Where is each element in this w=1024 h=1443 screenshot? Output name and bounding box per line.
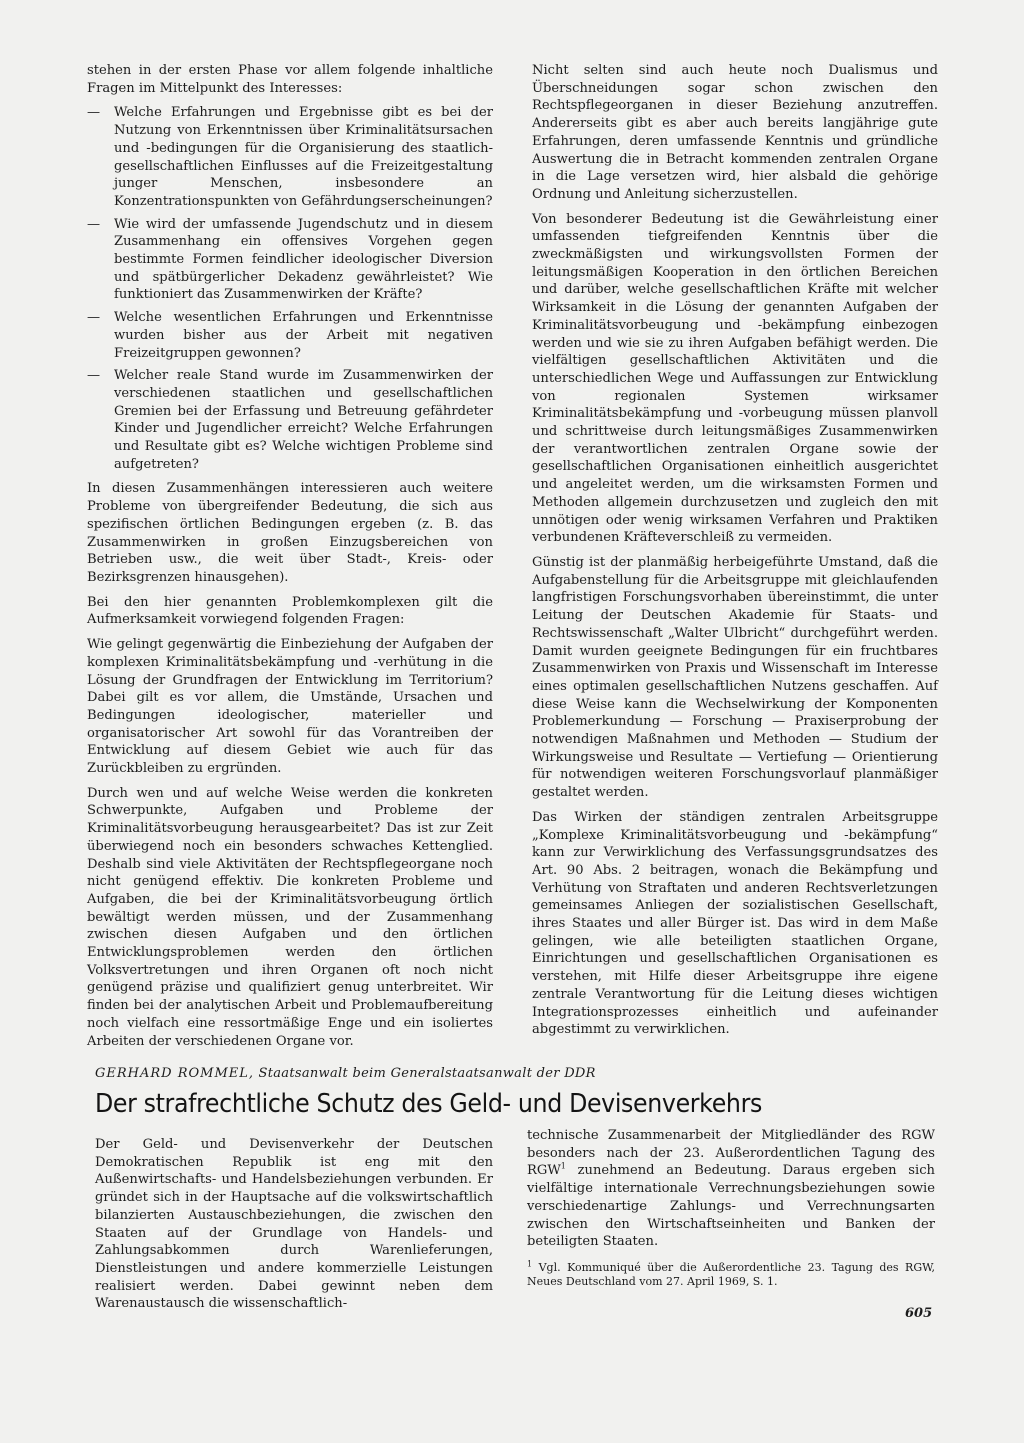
body-paragraph: Bei den hier genannten Problemkomplexen gilt die Aufmerksamkeit vorwiegend folgenden Fragen: xyxy=(87,594,493,628)
list-item xyxy=(87,216,493,305)
body-paragraph: Durch wen und auf welche Weise werden die konkreten Schwerpunkte, Aufgaben und Probleme der Kriminalitätsvorbeugung herausgearbeitet? Das ist zur Zeit überwiegend noch ein besonders schwaches Kettenglied. Deshalb sind viele Aktivitäten der Rechtspflegeorgane noch nicht genügend effektiv. Die konkreten Probleme und Aufgaben, die bei der Kriminalitätsvorbeugung örtlich bewältigt werden müssen, und der Zusammenhang zwischen diesen Aufgaben und den örtlichen Entwicklungsproblemen werden den örtlichen Volksvertretungen und ihren Organen oft noch nicht genügend präzise und qualifiziert genug unterbreitet. Wir finden bei der analytischen Arbeit und Problemaufbereitung noch vielfach eine ressortmäßige Enge und ein isoliertes Arbeiten der verschiedenen Organe vor. xyxy=(87,785,493,1049)
bullet-dash: — xyxy=(87,310,101,326)
bullet-dash: — xyxy=(87,105,101,121)
page-number: 605 xyxy=(905,1306,933,1321)
intro-paragraph: stehen in der ersten Phase vor allem folgende inhaltliche Fragen im Mittelpunkt des Interesses: xyxy=(87,63,493,96)
bullet-dash: — xyxy=(87,216,101,232)
list-item xyxy=(87,104,493,210)
list-item-text: Welche wesentlichen Erfahrungen und Erkenntnisse wurden bisher aus der Arbeit mit negativen Freizeitgruppen gewonnen? xyxy=(114,310,493,361)
body-paragraph: Von besonderer Bedeutung ist die Gewährleistung einer umfassenden tiefgreifenden Kenntnis über die zweckmäßigsten und wirkungsvollsten Formen der leitungsmäßigen Kooperation in den örtlichen Bereichen und darüber, welche gesellschaftlichen Kräfte mit welcher Wirksamkeit in die Lösung der genannten Aufgaben der Kriminalitätsvorbeugung und -bekämpfung einbezogen werden und wie sie zu ihren Aufgaben befähigt werden. Die vielfältigen gesellschaftlichen Aktivitäten und die unterschiedlichen Wege und Auffassungen zur Entwicklung von regionalen Systemen wirksamer Kriminalitätsbekämpfung und -vorbeugung müssen planvoll und schrittweise durch leitungsmäßiges Zusammenwirken der verantwortlichen zentralen Organe sowie der gesellschaftlichen Organisationen einheitlich ausgerichtet und angeleitet werden, um die wirksamsten Formen und Methoden allgemein durchzusetzen und zugleich den mit unnötigen oder wenig wirksamen Verfahren und Praktiken verbundenen Kräfteverschleiß zu vermeiden. xyxy=(532,211,938,546)
body-paragraph: Das Wirken der ständigen zentralen Arbeitsgruppe „Komplexe Kriminalitätsvorbeugung und -bekämpfung“ kann zur Verwirklichung des Verfassungsgrundsatzes des Art. 90 Abs. 2 beitragen, wonach die Bekämpfung und Verhütung von Straftaten und anderen Rechtsverletzungen gemeinsames Anliegen der sozialistischen Gesellschaft, ihres Staates und aller Bürger ist. Das wird in dem Maße gelingen, wie alle beteiligten staatlichen Organe, Einrichtungen und gesellschaftlichen Organisationen es verstehen, mit Hilfe dieser Arbeitsgruppe ihre eigene zentrale Verantwortung für die Leitung dieses wichtigen Integrationsprozesses einheitlich und aufeinander abgestimmt zu verwirklichen. xyxy=(532,809,938,1038)
list-item-text: Wie wird der umfassende Jugendschutz und in diesem Zusammenhang ein offensives Vorgehen gegen bestimmte Formen feindlicher ideologischer Diversion und spätbürgerlicher Dekadenz gewährleistet? Wie funktioniert das Zusammenwirken der Kräfte? xyxy=(114,216,493,303)
top-left-column xyxy=(87,62,493,1057)
footnote-text: Vgl. Kommuniqué über die Außerordentliche 23. Tagung des RGW, Neues Deutschland vom 27. April 1969, S. 1. xyxy=(527,1260,935,1288)
body-paragraph: Der Geld- und Devisenverkehr der Deutschen Demokratischen Republik ist eng mit den Außenwirtschafts- und Handelsbeziehungen verbunden. Er gründet sich in der Hauptsache auf die volkswirtschaftlich bilanzierten Austauschbeziehungen, die zwischen den Staaten auf der Grundlage von Handels- und Zahlungsabkommen durch Warenlieferungen, Dienstleistungen und andere kommerzielle Leistungen realisiert werden. Dabei gewinnt neben dem Warenaustausch die wissenschaftlich- xyxy=(95,1137,493,1312)
list-item-text: Welcher reale Stand wurde im Zusammenwirken der verschiedenen staatlichen und gesellschaftlichen Gremien bei der Erfassung und Betreuung gefährdeter Kinder und Jugendlicher erreicht? Welche Erfahrungen und Resultate gibt es? Welche wichtigen Probleme sind aufgetreten? xyxy=(114,368,493,472)
body-paragraph: Günstig ist der planmäßig herbeigeführte Umstand, daß die Aufgabenstellung für die Arbeitsgruppe mit gleichlaufenden langfristigen Forschungsvorhaben übereinstimmt, die unter Leitung der Deutschen Akademie für Staats- und Rechtswissenschaft „Walter Ulbricht“ durchgeführt werden. Damit wurden geeignete Bedingungen für ein fruchtbares Zusammenwirken von Praxis und Wissenschaft im Interesse eines optimalen gesellschaftlichen Nutzens geschaffen. Auf diese Weise kann die Wechselwirkung der Komponenten Problemerkundung — Forschung — Praxiserprobung der notwendigen Maßnahmen und Methoden — Studium der Wirkungsweise und Resultate — Vertiefung — Orientierung für notwendigen weiteren Forschungsvorlauf planmäßiger gestaltet werden. xyxy=(532,554,938,801)
paragraph-text-end: zunehmend an Bedeutung. Daraus ergeben sich vielfältige internationale Verrechnungsbeziehungen sowie verschiedenartige Zahlungs- und Verrechnungsarten zwischen den Wirtschaftseinheiten und Banken der beteiligten Staaten. xyxy=(527,1163,935,1250)
author-role: Staatsanwalt beim Generalstaatsanwalt der DDR xyxy=(258,1066,596,1081)
list-item-text: Welche Erfahrungen und Ergebnisse gibt es bei der Nutzung von Erkenntnissen über Kriminalitätsursachen und -bedingungen für die Organisierung des staatlich-gesellschaftlichen Einflusses auf die Freizeitgestaltung junger Menschen, insbesondere an Konzentrationspunkten von Gefährdungserscheinungen? xyxy=(114,105,493,209)
list-item xyxy=(87,309,493,362)
footnote-reference: 1 xyxy=(560,1162,566,1172)
paragraph-text-start: technische Zusammenarbeit der Mitgliedländer des RGW besonders nach der 23. Außerordentlichen Tagung des RGW xyxy=(527,1128,935,1179)
footnote-number: 1 xyxy=(527,1259,533,1269)
article-byline xyxy=(95,1066,915,1081)
body-paragraph: Wie gelingt gegenwärtig die Einbeziehung der Aufgaben der komplexen Kriminalitätsbekämpfung und -verhütung in die Lösung der Grundfragen der Entwicklung im Territorium? Dabei gilt es vor allem, die Umstände, Ursachen und Bedingungen ideologischer, materieller und organisatorischer Art sowohl für das Vorantreiben der Entwicklung auf diesem Gebiet wie auch für das Zurückbleiben zu ergründen. xyxy=(87,637,493,777)
top-right-column xyxy=(532,62,938,1046)
bottom-right-column xyxy=(527,1127,935,1289)
question-list xyxy=(87,104,493,473)
body-paragraph: In diesen Zusammenhängen interessieren auch weitere Probleme von übergreifender Bedeutung, die sich aus spezifischen örtlichen Bedingungen ergeben (z. B. das Zusammenwirken in großen Einzugsbereichen von Betrieben usw., die weit über Stadt-, Kreis- oder Bezirksgrenzen hinausgehen). xyxy=(87,481,493,585)
bottom-left-column xyxy=(95,1136,493,1320)
article-headline: Der strafrechtliche Schutz des Geld- und Devisenverkehrs xyxy=(95,1089,762,1119)
author-name: GERHARD ROMMEL, xyxy=(95,1066,255,1081)
bullet-dash: — xyxy=(87,368,101,384)
body-paragraph: Nicht selten sind auch heute noch Dualismus und Überschneidungen sogar schon zwischen den Rechtspflegeorganen in dieser Beziehung anzutreffen. Andererseits gibt es aber auch bereits langjährige gute Erfahrungen, deren umfassende Kenntnis und gründliche Auswertung die in Betracht kommenden zentralen Organe in die Lage versetzen wird, hier alsbald die gehörige Ordnung und Anleitung sicherzustellen. xyxy=(532,63,938,202)
list-item xyxy=(87,367,493,473)
footnote xyxy=(527,1261,935,1289)
body-paragraph xyxy=(527,1127,935,1251)
